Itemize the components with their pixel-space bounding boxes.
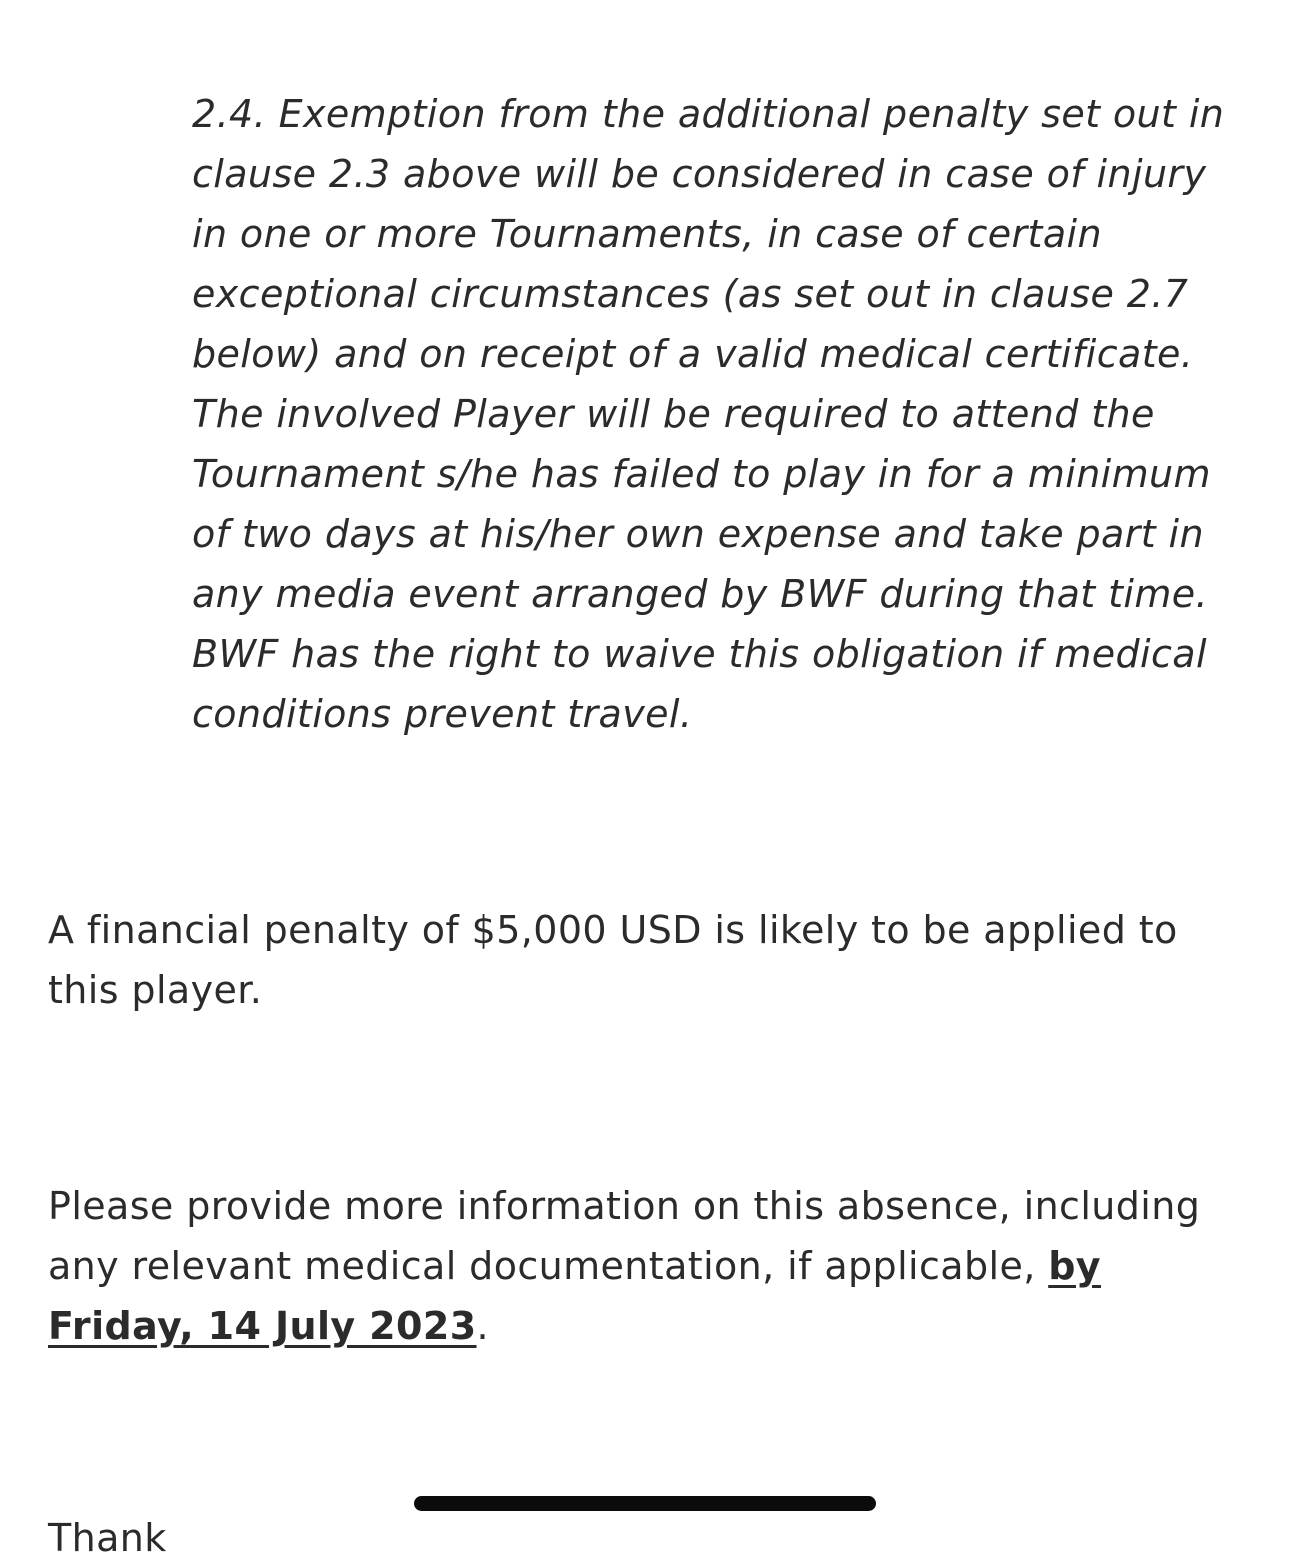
request-prefix: Please provide more information on this absence, including any relevant medical documentation, if applicable, — [48, 1184, 1201, 1288]
information-request-text — [48, 1176, 1248, 1356]
closing-text: Thank — [48, 1516, 167, 1560]
home-indicator-bar[interactable] — [414, 1496, 876, 1511]
penalty-notice-text: A financial penalty of $5,000 USD is likely to be applied to this player. — [48, 908, 1178, 1012]
deadline-date: by Friday, 14 July 2023 — [48, 1244, 1101, 1348]
request-suffix: . — [476, 1304, 490, 1348]
quoted-clause-text: 2.4. Exemption from the additional penalty set out in clause 2.3 above will be considered in case of injury in one or more Tournaments, in case of certain exceptional circumstances (as set out in clause 2.7 below) and on receipt of a valid medical certificate. The involved Player will be required to attend the Tournament s/he has failed to play in for a minimum of two days at his/her own expense and take part in any media event arranged by BWF during that time. BWF has the right to waive this obligation if medical conditions prevent travel. — [192, 92, 1225, 736]
